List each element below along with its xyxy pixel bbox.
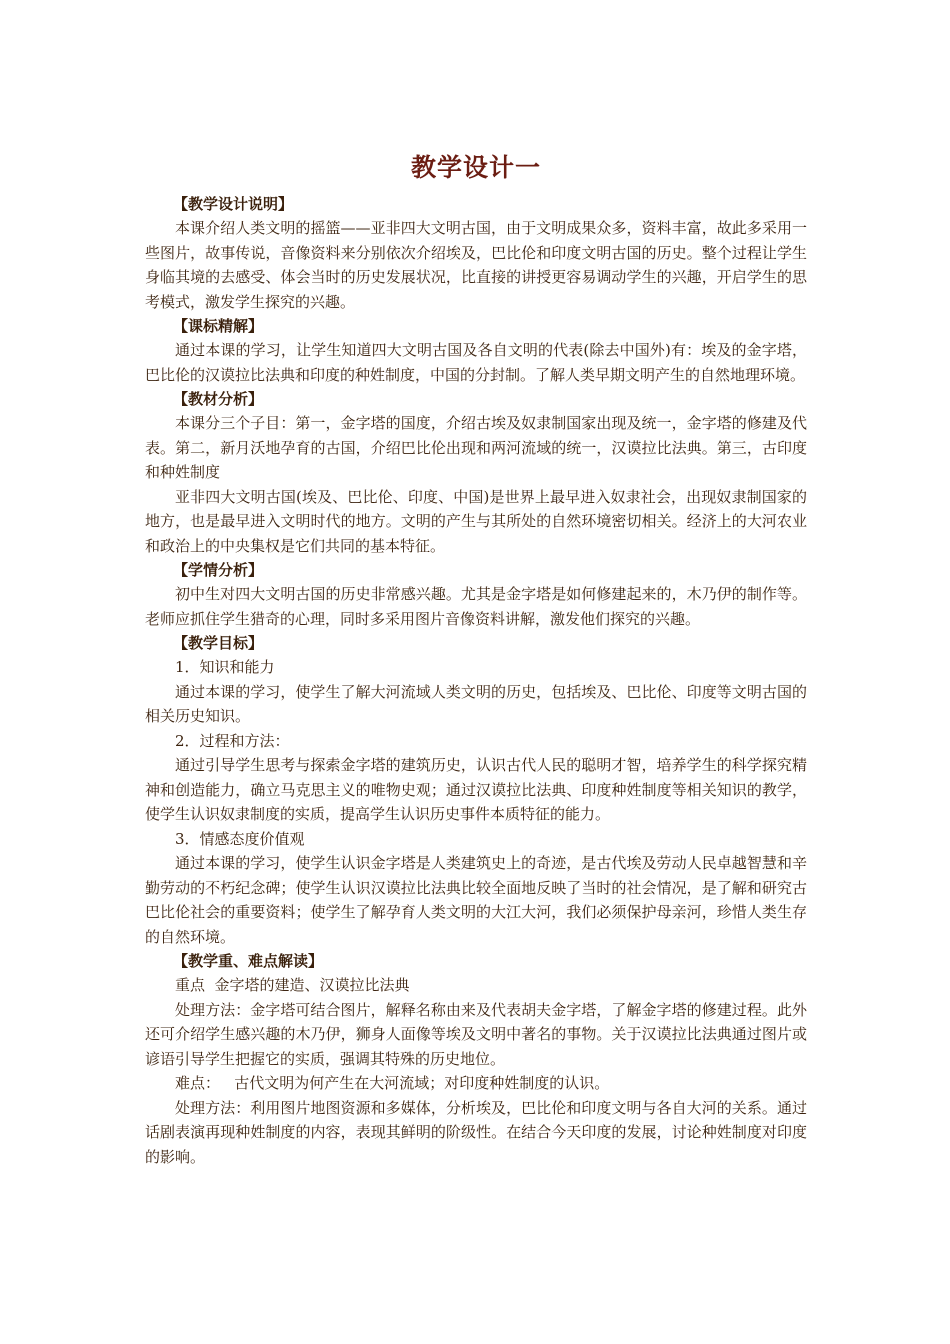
paragraph-process: 通过引导学生思考与探索金字塔的建筑历史，认识古代人民的聪明才智，培养学生的科学探究精神和创造能力，确立马克思主义的唯物史观；通过汉谟拉比法典、印度种姓制度等相关知识的教学，使学生认识奴隶制度的实质，提高学生认识历史事件本质特征的能力。 (145, 756, 807, 823)
section-heading-textbook: 【教材分析】 (173, 390, 264, 408)
page-title: 教学设计一 (410, 153, 541, 182)
subheading-process: 2．过程和方法： (175, 731, 290, 750)
paragraph-students: 初中生对四大文明古国的历史非常感兴趣。尤其是金字塔是如何修建起来的，木乃伊的制作等。老师应抓住学生猎奇的心理，同时多采用图片音像资料讲解，激发他们探究的兴趣。 (145, 585, 807, 628)
paragraph-standards: 通过本课的学习，让学生知道四大文明古国及各自文明的代表(除去中国外)有：埃及的金字塔，巴比伦的汉谟拉比法典和印度的种姓制度，中国的分封制。了解人类早期文明产生的自然地理环境。 (145, 341, 807, 384)
subheading-values: 3．情感态度价值观 (175, 829, 305, 848)
paragraph-method-2: 处理方法：利用图片地图资源和多媒体，分析埃及，巴比伦和印度文明与各自大河的关系。通过话剧表演再现种姓制度的内容，表现其鲜明的阶级性。在结合今天印度的发展，讨论种姓制度对印度的影响。 (145, 1098, 807, 1166)
paragraph-design-note: 本课介绍人类文明的摇篮——亚非四大文明古国，由于文明成果众多，资料丰富，故此多采用一些图片，故事传说，音像资料来分别依次介绍埃及，巴比伦和印度文明古国的历史。整个过程让学生身临其境的去感受、体会当时的历史发展状况，比直接的讲授更容易调动学生的兴趣，开启学生的思考模式，激发学生探究的兴趣。 (145, 219, 807, 311)
section-heading-key-points: 【教学重、难点解读】 (173, 952, 324, 970)
section-heading-objectives: 【教学目标】 (173, 634, 264, 652)
paragraph-textbook-2: 亚非四大文明古国(埃及、巴比伦、印度、中国)是世界上最早进入奴隶社会，出现奴隶制国家的地方，也是最早进入文明时代的地方。文明的产生与其所处的自然环境密切相关。经济上的大河农业和政治上的中央集权是它们共同的基本特征。 (145, 487, 807, 555)
subheading-knowledge: 1．知识和能力 (175, 658, 275, 676)
paragraph-focus: 重点 金字塔的建造、汉谟拉比法典 (175, 976, 410, 994)
paragraph-textbook-1: 本课分三个子目：第一，金字塔的国度，介绍古埃及奴隶制国家出现及统一，金字塔的修建及代表。第二，新月沃地孕育的古国，介绍巴比伦出现和两河流域的统一，汉谟拉比法典。第三，古印度和种姓制度 (145, 414, 807, 481)
section-heading-students: 【学情分析】 (173, 561, 264, 579)
paragraph-knowledge: 通过本课的学习，使学生了解大河流域人类文明的历史，包括埃及、巴比伦、印度等文明古国的相关历史知识。 (145, 682, 807, 725)
document-page (145, 146, 807, 1169)
paragraph-values: 通过本课的学习，使学生认识金字塔是人类建筑史上的奇迹，是古代埃及劳动人民卓越智慧和辛勤劳动的不朽纪念碑；使学生认识汉谟拉比法典比较全面地反映了当时的社会情况，是了解和研究古巴比伦社会的重要资料；使学生了解孕育人类文明的大江大河，我们必须保护母亲河，珍惜人类生存的自然环境。 (145, 854, 807, 946)
section-heading-standards: 【课标精解】 (173, 317, 264, 335)
section-heading-design-note: 【教学设计说明】 (173, 195, 294, 213)
paragraph-method-1: 处理方法：金字塔可结合图片，解释名称由来及代表胡夫金字塔，了解金字塔的修建过程。此外还可介绍学生感兴趣的木乃伊，狮身人面像等埃及文明中著名的事物。关于汉谟拉比法典通过图片或谚语引导学生把握它的实质，强调其特殊的历史地位。 (145, 1000, 807, 1068)
paragraph-difficulty: 难点： 古代文明为何产生在大河流域；对印度种姓制度的认识。 (175, 1074, 610, 1092)
